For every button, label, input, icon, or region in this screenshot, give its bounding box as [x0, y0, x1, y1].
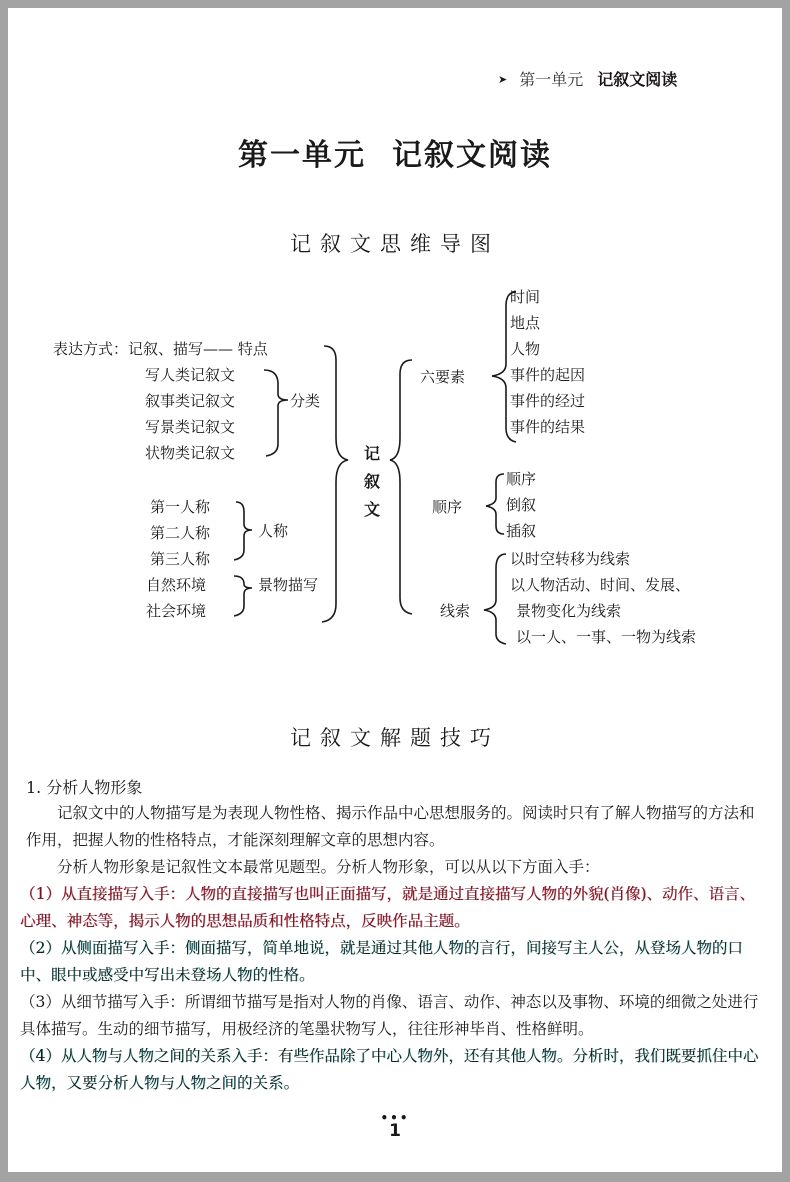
clue-item: 以时空转移为线索 [510, 550, 631, 568]
six-elements-item: 事件的经过 [510, 392, 586, 410]
order-item: 顺序 [506, 470, 537, 488]
order-brace [486, 474, 504, 534]
order-item: 插叙 [506, 522, 537, 540]
page-title [8, 130, 782, 174]
person-list [150, 494, 210, 572]
intro-paragraph: 分析人物形象是记叙性文本最常见题型。分析人物形象，可以从以下方面入手： [57, 858, 600, 876]
six-elements-list [510, 284, 585, 440]
person-brace [234, 502, 252, 560]
technique-point: （1）从直接描写入手：人物的直接描写也叫正面描写，就是通过直接描写人物的外貌(肖像)、动作、语言、心理、神态等，揭示人物的思想品质和性格特点，反映作品主题。 [20, 885, 755, 930]
page-title-topic: 记叙文阅读 [392, 138, 552, 173]
classification-brace [264, 370, 288, 456]
six-elements-item: 地点 [510, 314, 541, 332]
intro-paragraph: 记叙文中的人物描写是为表现人物性格、揭示作品中心思想服务的。阅读时只有了解人物描写的方法和作用，把握人物的性格特点，才能深刻理解文章的思想内容。 [26, 804, 755, 849]
clue-brace [484, 554, 506, 644]
six-elements-item: 人物 [510, 340, 541, 358]
section-heading: 1. 分析人物形象 [26, 778, 143, 797]
clue-item: 景物变化为线索 [516, 602, 622, 620]
person-label: 人称 [258, 522, 289, 540]
technique-point: （4）从人物与人物之间的关系入手：有些作品除了中心人物外，还有其他人物。分析时，我们既要抓住中心人物，又要分析人物与人物之间的关系。 [20, 1047, 759, 1092]
six-elements-item: 时间 [510, 288, 541, 306]
mind-map-center [362, 440, 382, 524]
order-item: 倒叙 [506, 496, 537, 514]
technique-point: （2）从侧面描写入手：侧面描写，简单地说，就是通过其他人物的言行，间接写主人公，从登场人物的口中、眼中或感受中写出未登场人物的性格。 [20, 939, 743, 984]
clue-item: 以一人、一事、一物为线索 [516, 628, 697, 646]
classification-item: 写人类记叙文 [145, 366, 236, 384]
six-elements-item: 事件的起因 [510, 366, 586, 384]
running-header [498, 70, 677, 92]
clue-list [510, 546, 696, 650]
six-elements-item: 事件的结果 [510, 418, 586, 436]
order-label: 顺序 [432, 498, 463, 516]
expression-mode: 表达方式：记叙、描写—— 特点 [53, 340, 268, 358]
order-list [506, 466, 536, 544]
page-number-dots: ••• [380, 1111, 410, 1125]
arrowhead-right-icon: ➤ [498, 73, 508, 86]
center-char: 叙 [363, 472, 380, 491]
classification-list [145, 362, 235, 466]
classification-item: 写景类记叙文 [145, 418, 236, 436]
right-main-brace [390, 360, 412, 614]
clue-label: 线索 [440, 602, 471, 620]
scenery-brace [234, 576, 252, 616]
classification-item: 状物类记叙文 [145, 444, 236, 462]
person-item: 第二人称 [150, 524, 211, 542]
scenery-list [146, 572, 206, 624]
left-main-brace [322, 346, 348, 622]
document-page [8, 8, 782, 1172]
classification-label: 分类 [290, 392, 321, 410]
mind-map-title: 记叙文思维导图 [290, 232, 500, 256]
techniques-title: 记叙文解题技巧 [290, 726, 500, 750]
page-number [8, 1111, 782, 1141]
page-number-value: 1 [389, 1121, 401, 1141]
technique-point: （3）从细节描写入手：所谓细节描写是指对人物的肖像、语言、动作、神态以及事物、环境的细微之处进行具体描写。生动的细节描写，用极经济的笔墨状物写人，往往形神毕肖、性格鲜明。 [20, 993, 759, 1038]
scenery-label: 景物描写 [258, 576, 319, 594]
running-header-unit: 第一单元 [519, 70, 584, 89]
center-char: 记 [363, 444, 380, 463]
six-elements-label: 六要素 [420, 368, 466, 386]
clue-item: 以人物活动、时间、发展、 [510, 576, 691, 594]
running-header-topic: 记叙文阅读 [597, 70, 678, 89]
person-item: 第一人称 [150, 498, 211, 516]
scenery-item: 自然环境 [146, 576, 207, 594]
classification-item: 叙事类记叙文 [145, 392, 236, 410]
page-title-unit: 第一单元 [238, 138, 366, 173]
scenery-item: 社会环境 [146, 602, 207, 620]
center-char: 文 [363, 500, 380, 519]
person-item: 第三人称 [150, 550, 211, 568]
